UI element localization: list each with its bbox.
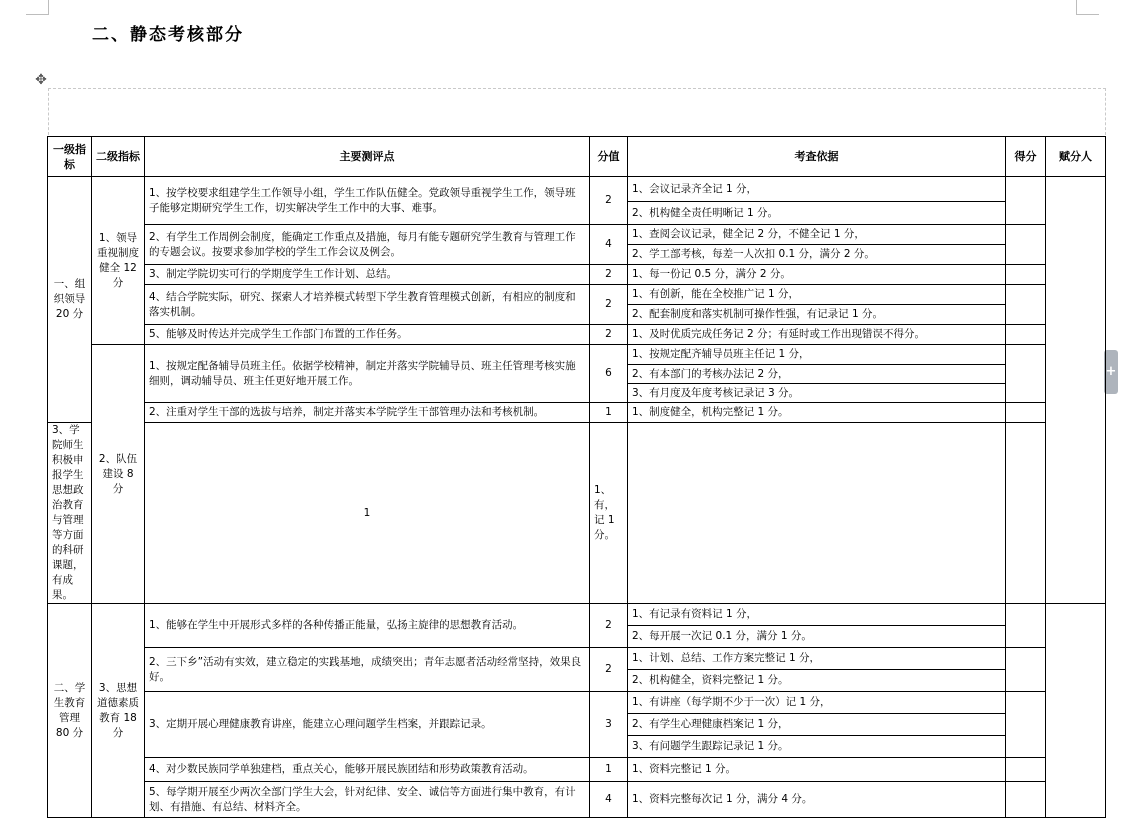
basis-cell: 2、有本部门的考核办法记 2 分， — [628, 365, 1006, 384]
point-cell: 1、按学校要求组建学生工作领导小组，学生工作队伍健全。党政领导重视学生工作，领导班子能够定期研究学生工作，切实解决学生工作中的大事、难事。 — [145, 177, 590, 225]
point-cell: 2、三下乡”活动有实效，建立稳定的实践基地，成绩突出；青年志愿者活动经常坚持，效果良好。 — [145, 648, 590, 692]
point-cell: 3、制定学院切实可行的学期度学生工作计划、总结。 — [145, 265, 590, 285]
obtained-cell[interactable] — [1006, 177, 1046, 225]
score-cell: 2 — [590, 177, 628, 225]
header-obtained: 得分 — [1006, 137, 1046, 177]
point-cell: 3、定期开展心理健康教育讲座，能建立心理问题学生档案，并跟踪记录。 — [145, 692, 590, 758]
basis-cell: 1、资料完整每次记 1 分，满分 4 分。 — [628, 782, 1006, 818]
basis-cell: 1、资料完整记 1 分。 — [628, 758, 1006, 782]
level2-cell: 1、领导重视制度健全 12 分 — [92, 177, 145, 345]
rater-cell[interactable] — [1046, 604, 1106, 818]
point-cell: 1、能够在学生中开展形式多样的各种传播正能量，弘扬主旋律的思想教育活动。 — [145, 604, 590, 648]
point-cell: 5、每学期开展至少两次全部门学生大会，针对纪律、安全、诚信等方面进行集中教育，有计划、有措施、有总结、材料齐全。 — [145, 782, 590, 818]
point-cell: 2、有学生工作周例会制度，能确定工作重点及措施，每月有能专题研究学生教育与管理工作的专题会议。按要求参加学校的学生工作会议及例会。 — [145, 225, 590, 265]
basis-cell: 3、有问题学生跟踪记录记 1 分。 — [628, 736, 1006, 758]
header-level1: 一级指标 — [48, 137, 92, 177]
obtained-cell[interactable] — [1006, 403, 1046, 423]
score-cell: 4 — [590, 225, 628, 265]
basis-cell: 1、制度健全，机构完整记 1 分。 — [628, 403, 1006, 423]
obtained-cell[interactable] — [1006, 265, 1046, 285]
basis-cell: 1、计划、总结、工作方案完整记 1 分， — [628, 648, 1006, 670]
score-cell: 2 — [590, 265, 628, 285]
score-cell: 1 — [590, 403, 628, 423]
assessment-table — [47, 136, 1106, 818]
header-score-value: 分值 — [590, 137, 628, 177]
obtained-cell[interactable] — [1006, 225, 1046, 265]
header-main-points: 主要测评点 — [145, 137, 590, 177]
score-cell: 6 — [590, 345, 628, 403]
basis-cell: 1、会议记录齐全记 1 分， — [628, 177, 1006, 202]
obtained-cell[interactable] — [1006, 345, 1046, 403]
rater-cell[interactable] — [1046, 177, 1106, 604]
table-header-row — [48, 137, 1106, 177]
text-frame-placeholder — [48, 88, 1106, 135]
score-cell: 4 — [590, 782, 628, 818]
score-cell: 3 — [590, 692, 628, 758]
obtained-cell[interactable] — [1006, 604, 1046, 648]
page-corner-mark-right — [1076, 0, 1099, 15]
level1-cell: 二、学生教育管理 80 分 — [48, 604, 92, 818]
add-column-handle-icon[interactable]: + — [1104, 350, 1118, 394]
header-rater: 赋分人 — [1046, 137, 1106, 177]
basis-cell: 1、有讲座（每学期不少于一次）记 1 分， — [628, 692, 1006, 714]
point-cell: 2、注重对学生干部的选拔与培养，制定并落实本学院学生干部管理办法和考核机制。 — [145, 403, 590, 423]
score-cell: 1 — [590, 758, 628, 782]
level2-cell: 3、思想道德素质教育 18 分 — [92, 604, 145, 818]
section-title: 二、静态考核部分 — [92, 25, 244, 45]
score-cell: 2 — [590, 604, 628, 648]
basis-cell: 2、机构健全责任明晰记 1 分。 — [628, 202, 1006, 225]
table-move-handle-icon[interactable]: ✥ — [35, 72, 47, 88]
basis-cell: 1、有创新，能在全校推广记 1 分， — [628, 285, 1006, 305]
basis-cell: 2、配套制度和落实机制可操作性强，有记录记 1 分。 — [628, 305, 1006, 325]
obtained-cell[interactable] — [1006, 692, 1046, 758]
score-cell: 1 — [145, 423, 590, 604]
basis-cell: 2、学工部考核，每差一人次扣 0.1 分，满分 2 分。 — [628, 245, 1006, 265]
basis-cell: 1、有，记 1 分。 — [590, 423, 628, 604]
obtained-cell[interactable] — [628, 423, 1006, 604]
basis-cell: 3、有月度及年度考核记录记 3 分。 — [628, 384, 1006, 403]
point-cell: 4、结合学院实际，研究、探索人才培养模式转型下学生教育管理模式创新，有相应的制度和落实机制。 — [145, 285, 590, 325]
level2-cell: 2、队伍建设 8 分 — [92, 345, 145, 604]
header-basis: 考查依据 — [628, 137, 1006, 177]
header-level2: 二级指标 — [92, 137, 145, 177]
basis-cell: 2、机构健全，资料完整记 1 分。 — [628, 670, 1006, 692]
obtained-cell[interactable] — [1006, 758, 1046, 782]
basis-cell: 1、按规定配齐辅导员班主任记 1 分， — [628, 345, 1006, 365]
score-cell: 2 — [590, 648, 628, 692]
score-cell: 2 — [590, 285, 628, 325]
point-cell: 4、对少数民族同学单独建档，重点关心，能够开展民族团结和形势政策教育活动。 — [145, 758, 590, 782]
score-cell: 2 — [590, 325, 628, 345]
basis-cell: 1、查阅会议记录，健全记 2 分，不健全记 1 分， — [628, 225, 1006, 245]
point-cell: 1、按规定配备辅导员班主任。依据学校精神，制定并落实学院辅导员、班主任管理考核实施细则，调动辅导员、班主任更好地开展工作。 — [145, 345, 590, 403]
point-cell: 5、能够及时传达并完成学生工作部门布置的工作任务。 — [145, 325, 590, 345]
point-cell: 3、学院师生积极申报学生思想政治教育与管理等方面的科研课题，有成果。 — [48, 423, 92, 604]
basis-cell: 2、每开展一次记 0.1 分，满分 1 分。 — [628, 626, 1006, 648]
basis-cell: 1、及时优质完成任务记 2 分；有延时或工作出现错误不得分。 — [628, 325, 1006, 345]
level1-cell: 一、组织领导 20 分 — [48, 177, 92, 423]
obtained-cell[interactable] — [1006, 325, 1046, 345]
basis-cell: 1、每一份记 0.5 分，满分 2 分。 — [628, 265, 1006, 285]
basis-cell: 2、有学生心理健康档案记 1 分， — [628, 714, 1006, 736]
page-corner-mark-left — [26, 0, 49, 15]
basis-cell: 1、有记录有资料记 1 分， — [628, 604, 1006, 626]
obtained-cell[interactable] — [1006, 782, 1046, 818]
obtained-cell[interactable] — [1006, 285, 1046, 325]
